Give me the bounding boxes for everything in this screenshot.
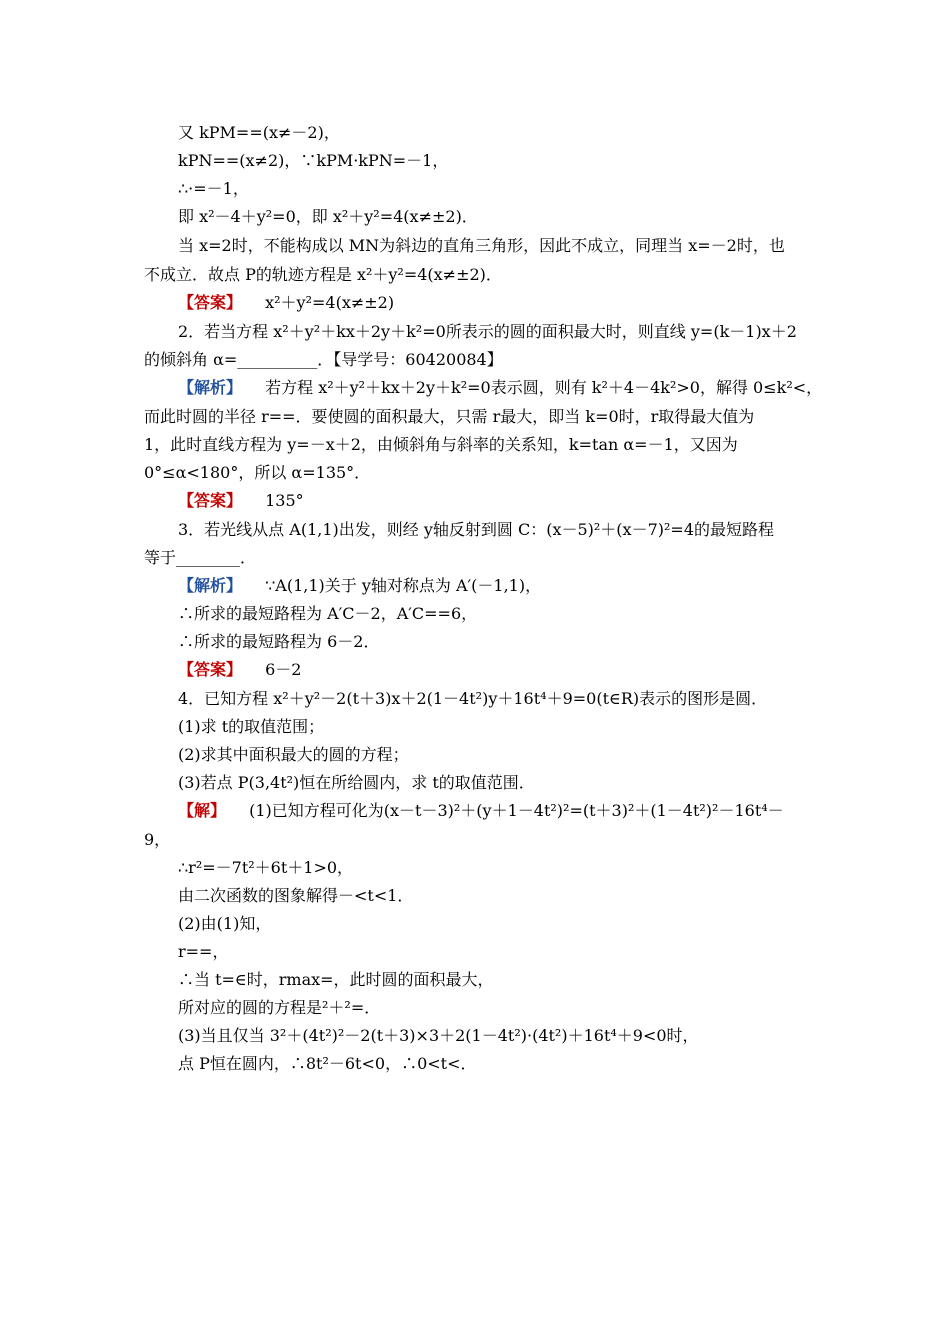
answer-tag: 【答案】 <box>178 293 243 312</box>
text-line: kPN==(x≠2)，∵kPM·kPN=－1， <box>178 151 449 170</box>
answer-line <box>178 659 301 681</box>
answer-text: 6－2 <box>265 660 302 679</box>
answer-tag: 【答案】 <box>178 660 243 679</box>
text-line: 点 P恒在圆内，∴8t²－6t<0，∴0<t<． <box>178 1054 477 1073</box>
text-line: (1)求 t的取值范围； <box>178 717 325 736</box>
text-line: 又 kPM==(x≠－2)， <box>178 123 340 142</box>
text-line: (3)当且仅当 3²＋(4t²)²－2(t＋3)×3＋2(1－4t²)·(4t²)＋16t⁴＋9<0时， <box>178 1026 699 1045</box>
text-line: ∴当 t=∈时，rmax=，此时圆的面积最大， <box>178 970 494 989</box>
analysis-tag: 【解析】 <box>178 378 243 397</box>
text-line: 不成立．故点 P的轨迹方程是 x²＋y²=4(x≠±2)． <box>144 265 502 284</box>
text-line: r==， <box>178 942 229 961</box>
text-line: 即 x²－4＋y²=0，即 x²＋y²=4(x≠±2)． <box>178 207 478 226</box>
text-line: (3)若点 P(3,4t²)恒在所给圆内，求 t的取值范围． <box>178 773 535 792</box>
question-3: 3．若光线从点 A(1,1)出发，则经 y轴反射到圆 C：(x－5)²＋(x－7)²=4的最短路程 <box>178 520 774 539</box>
text-line: 的倾斜角 α=__________．【导学号：60420084】 <box>144 350 503 369</box>
text-line: 而此时圆的半径 r==．要使圆的面积最大，只需 r最大，即当 k=0时，r取得最大值为 <box>144 407 755 426</box>
text-line: 0°≤α<180°，所以 α=135°． <box>144 463 371 482</box>
text-line: (2)求其中面积最大的圆的方程； <box>178 745 409 764</box>
text-line: ∴所求的最短路程为 6－2． <box>178 632 380 651</box>
text-line: 所对应的圆的方程是²＋²=． <box>178 998 381 1017</box>
answer-line <box>178 292 394 314</box>
answer-text: 135° <box>265 491 304 510</box>
solution-tag: 【解】 <box>178 801 227 820</box>
analysis-tag: 【解析】 <box>178 576 243 595</box>
text-line: 等于________． <box>144 548 257 567</box>
analysis-line <box>178 575 541 597</box>
text-line: 1，此时直线方程为 y=－x＋2，由倾斜角与斜率的关系知，k=tan α=－1，又因为 <box>144 435 738 454</box>
question-2: 2．若当方程 x²＋y²＋kx＋2y＋k²=0所表示的圆的面积最大时，则直线 y=(k－1)x＋2 <box>178 322 797 341</box>
text-line: ∴所求的最短路程为 A′C－2，A′C==6， <box>178 604 478 623</box>
question-4: 4．已知方程 x²＋y²－2(t＋3)x＋2(1－4t²)y＋16t⁴＋9=0(t∈R)表示的图形是圆． <box>178 689 768 708</box>
analysis-line <box>178 377 822 399</box>
text-line: (2)由(1)知， <box>178 914 272 933</box>
text-line: ∴r²=－7t²＋6t＋1>0， <box>178 858 354 877</box>
analysis-text: ∵A(1,1)关于 y轴对称点为 A′(－1,1)， <box>265 576 542 595</box>
analysis-text: 若方程 x²＋y²＋kx＋2y＋k²=0表示圆，则有 k²＋4－4k²>0，解得 0≤k²<， <box>265 378 823 397</box>
text-line: ∴·=－1， <box>178 179 249 198</box>
solution-line <box>178 800 784 822</box>
text-line: 由二次函数的图象解得－<t<1． <box>178 886 414 905</box>
answer-tag: 【答案】 <box>178 491 243 510</box>
text-line: 9， <box>144 830 171 849</box>
answer-text: x²＋y²=4(x≠±2) <box>265 293 395 312</box>
solution-text: (1)已知方程可化为(x－t－3)²＋(y＋1－4t²)²=(t＋3)²＋(1－4t²)²－16t⁴－ <box>249 801 784 820</box>
answer-line <box>178 490 304 512</box>
text-line: 当 x=2时，不能构成以 MN为斜边的直角三角形，因此不成立，同理当 x=－2时，也 <box>178 236 785 255</box>
